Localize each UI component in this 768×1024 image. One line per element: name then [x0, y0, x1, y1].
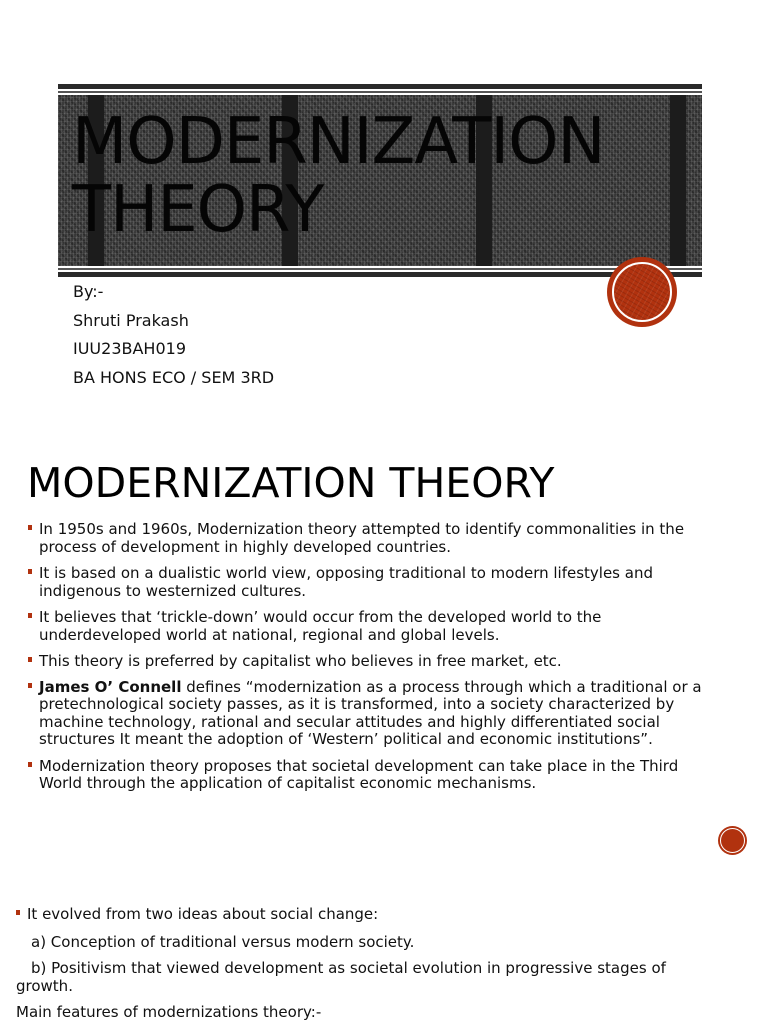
connell-name: James O’ Connell	[39, 677, 182, 696]
bullet-square-icon	[28, 569, 32, 574]
slide3-content	[16, 906, 706, 1022]
bullet-text: This theory is preferred by capitalist who believes in free market, etc.	[39, 652, 562, 670]
bullet-text: It believes that ‘trickle-down’ would occur from the developed world to the underdeveloped world at national, regional and global levels.	[39, 608, 602, 644]
by-label: By:-	[73, 282, 104, 301]
decorative-circle-large	[608, 258, 676, 326]
bullet-text	[39, 679, 718, 749]
list-item	[28, 679, 718, 749]
author-name: Shruti Prakash	[73, 310, 189, 330]
bullet-text: In 1950s and 1960s, Modernization theory attempted to identify commonalities in the process of development in highly developed countries.	[39, 520, 685, 556]
slide1-title-line2: THEORY	[72, 173, 324, 247]
author-block	[73, 278, 274, 392]
banner-bottom-rule	[58, 272, 702, 277]
connell-quote: defines “modernization as a process through which a traditional or a pretechnological society passes, as it is transformed, into a society characterized by machine technology, rational and secular attitudes and highly differentiated social structures It meant the adoption of ‘Western’ political and economic institutions”.	[39, 677, 702, 748]
list-item	[28, 609, 718, 644]
slide2-title: MODERNIZATION THEORY	[27, 459, 555, 507]
circle-texture	[614, 264, 670, 320]
slide3-point-a: a) Conception of traditional versus modern society.	[31, 932, 415, 951]
banner-top-rule	[58, 84, 702, 89]
list-item	[28, 653, 718, 671]
list-item	[28, 565, 718, 600]
list-item	[28, 758, 718, 793]
bullet-text: It is based on a dualistic world view, opposing traditional to modern lifestyles and indigenous to westernized cultures.	[39, 564, 653, 600]
decorative-circle-small	[718, 826, 747, 855]
bullet-square-icon	[28, 613, 32, 618]
banner-top-rule-thin	[58, 91, 702, 93]
slide2-bullet-list	[28, 521, 718, 793]
course-label: BA HONS ECO / SEM 3RD	[73, 367, 275, 387]
slide3-features-heading: Main features of modernizations theory:-	[16, 1003, 322, 1021]
slide3-intro	[16, 906, 706, 924]
bullet-square-icon	[28, 683, 32, 688]
slide1-title-line1: MODERNIZATION	[72, 105, 605, 179]
bullet-square-icon	[28, 762, 32, 767]
slide3-point-b: b) Positivism that viewed development as societal evolution in progressive stages of growth.	[16, 959, 666, 995]
slide3-intro-text: It evolved from two ideas about social change:	[27, 905, 379, 923]
roll-number: IUU23BAH019	[73, 339, 186, 358]
banner-post	[670, 95, 686, 266]
list-item	[28, 521, 718, 556]
bullet-text: Modernization theory proposes that societal development can take place in the Third World through the application of capitalist economic mechanisms.	[39, 756, 679, 792]
bullet-square-icon	[16, 910, 20, 915]
banner-bottom-rule-thin	[58, 268, 702, 270]
bullet-square-icon	[28, 525, 32, 530]
bullet-square-icon	[28, 657, 32, 662]
slide1-title	[72, 105, 605, 247]
